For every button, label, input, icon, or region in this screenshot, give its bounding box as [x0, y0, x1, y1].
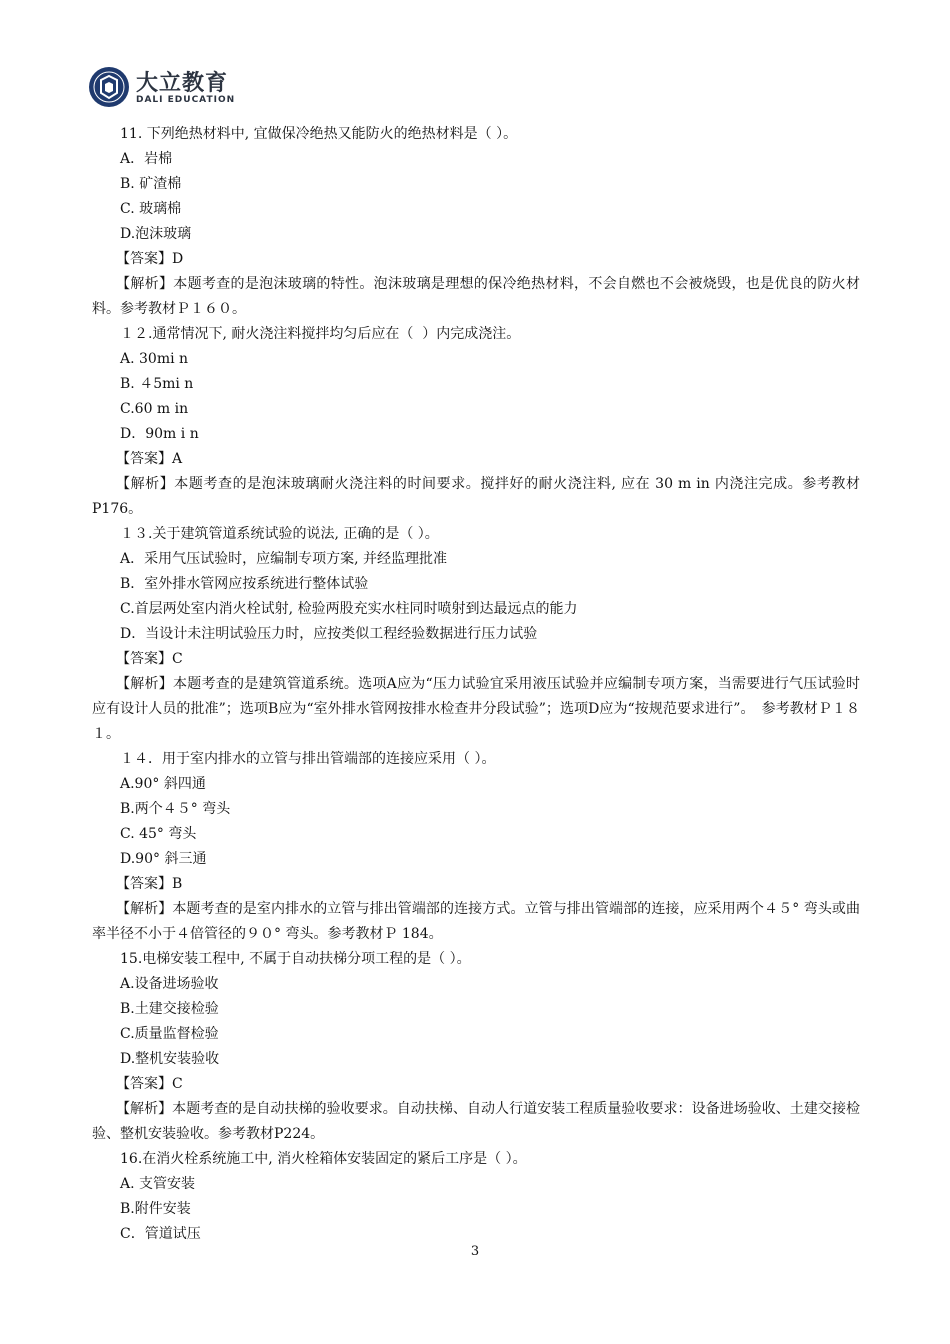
option-item: C.首层两处室内消火栓试射, 检验两股充实水柱同时喷射到达最远点的能力 [120, 601, 578, 617]
answer-line: 【答案】D [116, 251, 184, 267]
page-number: 3 [470, 1244, 480, 1259]
option-item: B. 矿渣棉 [120, 176, 182, 192]
option-item: D.90° 斜三通 [120, 851, 207, 867]
option-item: A. 支管安装 [120, 1176, 196, 1192]
question-text: １２.通常情况下, 耐火浇注料搅拌均匀后应在（ ）内完成浇注。 [120, 326, 521, 342]
explanation-paragraph: 【解析】本题考查的是室内排水的立管与排出管端部的连接方式。立管与排出管端部的连接，应采用两个４５° 弯头或曲率半径不小于４倍管径的９０° 弯头。参考教材Ｐ 184。 [92, 901, 860, 942]
option-item: C. 玻璃棉 [120, 201, 182, 217]
option-item: A. 30mi n [120, 351, 189, 367]
answer-line: 【答案】B [116, 876, 183, 892]
option-item: A．岩棉 [120, 151, 173, 167]
option-item: B.土建交接检验 [120, 1001, 219, 1017]
option-item: D．当设计未注明试验压力时，应按类似工程经验数据进行压力试验 [120, 626, 538, 642]
option-item: B. ４5mi n [120, 376, 194, 392]
option-item: A.设备进场验收 [120, 976, 219, 992]
brand-name-cn: 大立教育 [136, 71, 229, 96]
option-item: C. 45° 弯头 [120, 826, 197, 842]
question-text: 11. 下列绝热材料中, 宜做保冷绝热又能防火的绝热材料是（ ）。 [120, 126, 518, 142]
explanation-paragraph: 【解析】本题考查的是建筑管道系统。选项A应为“压力试验宜采用液压试验并应编制专项方案，当需要进行气压试验时应有设计人员的批准”；选项B应为“室外排水管网按排水检查井分段试验”；选项D应为“按规范要求进行”。 参考教材Ｐ１８１。 [92, 676, 860, 742]
option-item: C．管道试压 [120, 1226, 201, 1242]
option-item: C.60 m in [120, 401, 189, 417]
question-text: １３.关于建筑管道系统试验的说法, 正确的是（ ）。 [120, 526, 439, 542]
document-body [92, 122, 860, 1247]
answer-line: 【答案】C [116, 651, 183, 667]
question-text: 16.在消火栓系统施工中, 消火栓箱体安装固定的紧后工序是（ ）。 [120, 1151, 527, 1167]
option-item: D.整机安装验收 [120, 1051, 220, 1067]
answer-line: 【答案】C [116, 1076, 183, 1092]
option-item: B.两个４５° 弯头 [120, 801, 231, 817]
option-item: B．室外排水管网应按系统进行整体试验 [120, 576, 369, 592]
brand-name-en: DALI EDUCATION [136, 95, 236, 105]
option-item: B.附件安装 [120, 1201, 191, 1217]
question-text: 15.电梯安装工程中, 不属于自动扶梯分项工程的是（ ）。 [120, 951, 471, 967]
answer-line: 【答案】A [116, 451, 183, 467]
header-logo [88, 66, 388, 110]
explanation-paragraph: 【解析】本题考查的是泡沫玻璃的特性。泡沫玻璃是理想的保冷绝热材料，不会自燃也不会被烧毁，也是优良的防火材料。参考教材Ｐ１６０。 [92, 276, 860, 317]
option-item: A．采用气压试验时，应编制专项方案, 并经监理批准 [120, 551, 448, 567]
option-item: A.90° 斜四通 [120, 776, 206, 792]
option-item: D．90m i n [120, 426, 199, 442]
explanation-paragraph: 【解析】本题考查的是自动扶梯的验收要求。自动扶梯、自动人行道安装工程质量验收要求：设备进场验收、土建交接检验、整机安装验收。参考教材P224。 [92, 1101, 860, 1142]
dali-logo-icon [88, 66, 130, 108]
option-item: C.质量监督检验 [120, 1026, 219, 1042]
question-text: １４．用于室内排水的立管与排出管端部的连接应采用（ ）。 [120, 751, 496, 767]
explanation-paragraph: 【解析】本题考查的是泡沫玻璃耐火浇注料的时间要求。搅拌好的耐火浇注料, 应在 30 m in 内浇注完成。参考教材P176。 [92, 476, 860, 517]
option-item: D.泡沫玻璃 [120, 226, 192, 242]
